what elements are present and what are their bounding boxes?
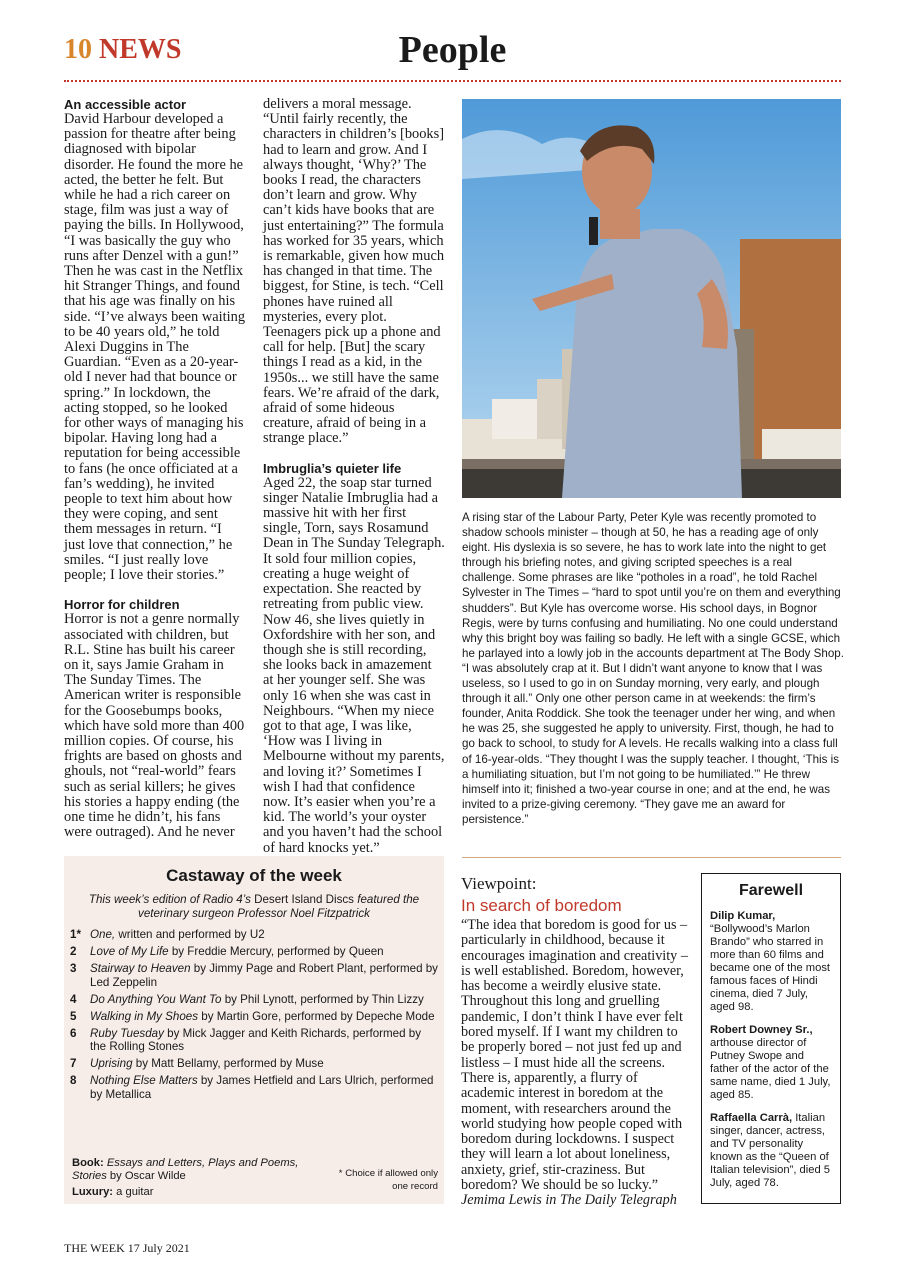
- book-author: by Oscar Wilde: [106, 1170, 186, 1182]
- track-item: [70, 993, 438, 1007]
- track-number: 3: [70, 962, 77, 975]
- viewpoint-body: [461, 918, 691, 1209]
- obituary-name: Dilip Kumar,: [710, 910, 776, 922]
- track-title: Walking in My Shoes: [90, 1009, 199, 1023]
- story-heading-actor: An accessible actor: [64, 97, 187, 112]
- obituary-name: Robert Downey Sr.,: [710, 1024, 813, 1036]
- track-title: Uprising: [90, 1057, 133, 1070]
- farewell-title: Farewell: [738, 882, 804, 899]
- column-2: [263, 97, 445, 856]
- obituary-entry: [702, 910, 840, 1014]
- story-heading-horror: Horror for children: [64, 597, 180, 613]
- castaway-subtitle-a: This week’s edition of Radio 4’s: [88, 893, 251, 906]
- track-credit: written and performed by U2: [115, 928, 265, 941]
- story-body-horror-cont: delivers a moral message. “Until fairly recently, the characters in children’s [books] had to learn and grow. And I always thought, ‘Why?’ The books I read, the characters don’t learn and grow. Why can’t kids have books that are just entertaining?” The formula has worked for 35 years, which is remarkable, given how much has changed in that time. The biggest, for Stine, is tech. “Cell phones have ruined all mysteries, every plot. Teenagers pick up a phone and call for help. [But] the scary things I read as a kid, in the 1950s... we still have the same fears. We’re afraid of the dark, afraid of some hideous creature, afraid of being in a strange place.”: [263, 96, 445, 447]
- castaway-box: [64, 856, 444, 1204]
- track-number: 2: [70, 945, 77, 958]
- track-number: 1*: [70, 928, 81, 941]
- photo-caption: A rising star of the Labour Party, Peter Kyle was recently promoted to shadow schools minister – though at 50, he has a reading age of only eight. His dyslexia is so severe, he has to work late into the night to get through his briefing notes, and giving scripted speeches is a real challenge. Some phrases are like “potholes in a road”, he told Rachel Sylvester in The Times – “hard to spot until you’re on them and everything shudders”. But Kyle has overcome worse. His school days, in Bognor Regis, were by turns confusing and humiliating. No one could understand why this bright boy was failing so badly. He left with a single GCSE, which he parlayed into a lowly job in the accounts department at The Body Shop. “I was absolutely crap at it. But I didn’t want anyone to know that I was useless, so I used to go in on Sunday morning, very early, and plough through it all.” Only one other person came in at weekends: the firm’s founder, Anita Roddick. She took the teenager under her wing, and when he was 25, she suggested he apply to university. First, though, he had to go back to school, to study for A levels. He recalls walking into a class full of 16-year-olds. “They thought I was the supply teacher. I thought, ‘This is a humiliating situation, but I’m not going to be humiliated.’” He threw himself into it; finished a two-year course in one; and at the end, he was invited to a prize-giving ceremony. “They gave me an award for persistence.”: [462, 511, 844, 826]
- divider: [462, 857, 841, 858]
- track-credit: by Phil Lynott, performed by Thin Lizzy: [221, 992, 424, 1006]
- castaway-note: * Choice if allowed only one record: [338, 1168, 438, 1192]
- track-list: [70, 928, 438, 1105]
- luxury-label: Luxury:: [72, 1186, 114, 1198]
- viewpoint: [461, 874, 691, 1209]
- story-heading-imbruglia: Imbruglia’s quieter life: [263, 460, 402, 476]
- obituary-text: “Bollywood’s Marlon Brando” who starred in more than 60 films and became one of the most famous faces of Hindi cinema, died 7 July, aged 98.: [710, 923, 831, 1013]
- track-title: Ruby Tuesday: [90, 1026, 164, 1040]
- obituary-entry: [702, 1024, 840, 1102]
- column-1: [64, 97, 246, 840]
- track-title: Love of My Life: [90, 945, 169, 958]
- track-credit: by Jimmy Page and Robert Plant, performed by Led Zeppelin: [90, 962, 438, 989]
- track-number: 4: [70, 992, 77, 1006]
- track-title: Stairway to Heaven: [90, 962, 191, 975]
- viewpoint-kicker: Viewpoint:: [461, 874, 537, 893]
- track-item: [70, 1074, 438, 1101]
- luxury-value: a guitar: [113, 1186, 154, 1198]
- castaway-subtitle: [74, 893, 434, 921]
- farewell-box: [701, 873, 841, 1204]
- castaway-title: Castaway of the week: [166, 866, 342, 885]
- page-title: People: [398, 29, 507, 71]
- obituary-text: Italian singer, dancer, actress, and TV personality known as the “Queen of Italian television”, died 5 July, aged 78.: [710, 1112, 831, 1189]
- track-credit: by Matt Bellamy, performed by Muse: [132, 1057, 324, 1070]
- viewpoint-byline: Jemima Lewis in The Daily Telegraph: [461, 1192, 677, 1209]
- track-title: Do Anything You Want To: [90, 992, 222, 1006]
- book-label: Book:: [72, 1157, 104, 1169]
- page-footer: THE WEEK 17 July 2021: [64, 1241, 190, 1255]
- story-body-imbruglia: Aged 22, the soap star turned singer Natalie Imbruglia had a massive hit with her first single, Torn, says Rosamund Dean in The Sunday Telegraph. It sold four million copies, creating a huge weight of expectation. She reacted by retreating from public view. Now 46, she lives quietly in Oxfordshire with her son, and though she is still recording, she looks back in amazement at her younger self. She was only 16 when she was cast in Neighbours. “When my niece got to that age, I was like, ‘How was I living in Melbourne without my parents, and loving it?’ Sometimes I wish I had that confidence now. It’s easier when you’re a kid. The world’s your oyster and you haven’t had the school of hard knocks yet.”: [263, 474, 445, 856]
- page-number: 10: [64, 34, 92, 65]
- obituary-entry: [702, 1112, 840, 1190]
- track-credit: by Martin Gore, performed by Depeche Mode: [198, 1009, 435, 1023]
- track-number: 5: [70, 1009, 77, 1023]
- track-item: [70, 962, 438, 989]
- castaway-subtitle-programme: Desert Island Discs: [254, 893, 354, 906]
- track-credit: by Mick Jagger and Keith Richards, performed by the Rolling Stones: [90, 1026, 422, 1053]
- castaway-luxury: [72, 1186, 153, 1198]
- photo-peter-kyle: [462, 99, 841, 498]
- track-item: [70, 945, 438, 959]
- track-item: [70, 1057, 438, 1071]
- track-item: [70, 1010, 438, 1024]
- track-credit: by James Hetfield and Lars Ulrich, performed by Metallica: [90, 1074, 434, 1101]
- story-body-horror: Horror is not a genre normally associated with children, but R.L. Stine has built his career on it, says Jamie Graham in The Sunday Times. The American writer is responsible for the Goosebumps books, which have sold more than 400 million copies. Of course, his frights are based on ghosts and ghouls, not “real-world” fears such as serial killers; he gives his stories a happy ending (the one time he didn’t, his fans were outraged). And he never: [64, 611, 245, 841]
- book-title: Essays and Letters, Plays and Poems, Stories: [72, 1157, 299, 1182]
- track-number: 7: [70, 1057, 77, 1070]
- track-credit: by Freddie Mercury, performed by Queen: [168, 945, 384, 958]
- viewpoint-headline: In search of boredom: [461, 896, 622, 915]
- castaway-book: [72, 1157, 322, 1183]
- section-name: NEWS: [99, 34, 182, 65]
- obituary-name: Raffaella Carrà,: [710, 1112, 793, 1124]
- page-header: [64, 28, 841, 82]
- track-number: 6: [70, 1026, 77, 1040]
- castaway-subtitle-c: featured the veterinary surgeon Professor Noel Fitzpatrick: [138, 893, 420, 920]
- track-title: One,: [90, 928, 116, 941]
- track-title: Nothing Else Matters: [90, 1074, 198, 1087]
- track-item: [70, 1027, 438, 1054]
- obituary-text: arthouse director of Putney Swope and father of the actor of the same name, died 1 July, aged 85.: [710, 1037, 831, 1101]
- story-body-actor: David Harbour developed a passion for theatre after being diagnosed with bipolar disorder. He found the more he acted, the better he felt. But while he had a rich career on stage, film was just a way of paying the bills. In Hollywood, “I was basically the guy who runs after Denzel with a gun!” Then he was cast in the Netflix hit Stranger Things, and found that his age was finally on his side. “I’ve always been waiting to be 40 years old,” he told Alexi Duggins in The Guardian. “Even as a 20-year-old I never had that bounce or spring.” In lockdown, the acting stopped, so he looked for other ways of managing his bipolar. Having long had a reputation for being accessible to fans (he once officiated at a fan’s wedding), he invited people to text him about how they were coping, and sent them messages in return. “I just love that connection,” he smiles. “I just really love people; I love their stories.”: [64, 111, 246, 584]
- track-item: [70, 928, 438, 942]
- viewpoint-text: “The idea that boredom is good for us – particularly in childhood, because it encourages imagination and creativity – is well established. Boredom, however, has become a weirdly elusive state. Throughout this long and gruelling pandemic, I don’t think I have ever felt bored myself. If I want my children to be properly bored – not just fed up and listless – I must hide all the screens. There is, apparently, a flurry of academic interest in boredom at the moment, with researchers around the world studying how people coped with boredom during lockdowns. I suspect they will learn a lot about loneliness, anxiety, grief, stir-craziness. But boredom? We should be so lucky.”: [461, 917, 688, 1194]
- track-number: 8: [70, 1074, 77, 1087]
